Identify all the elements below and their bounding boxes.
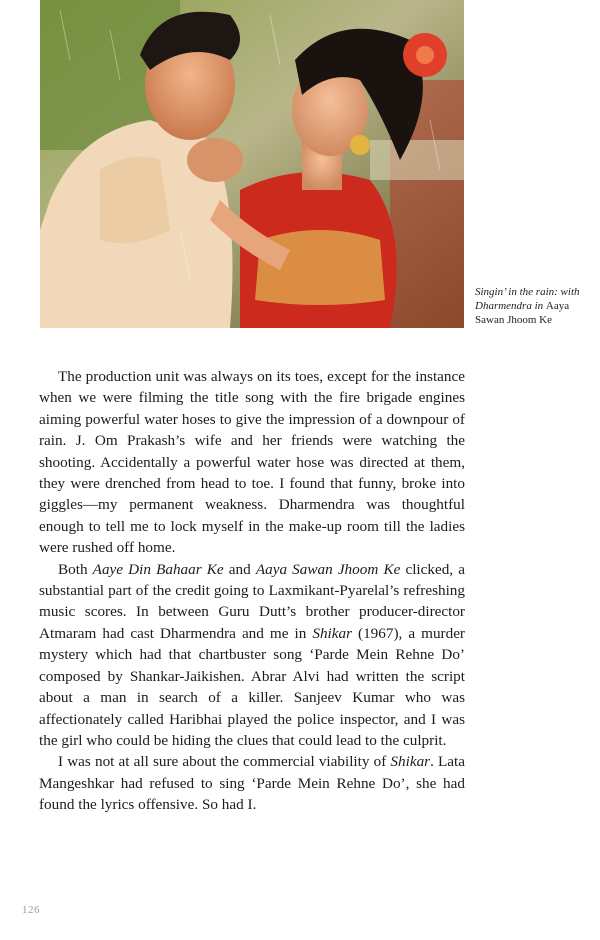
paragraph-1 [39,366,465,559]
film-still-illustration [40,0,464,328]
paragraph-3 [39,751,465,815]
paragraph-3-text-1: I was not at all sure about the commercial viability of [58,753,391,771]
film-still-photo [40,0,464,328]
body-text [39,366,465,816]
caption-italic-text: Singin’ in the rain: with Dharmendra in [475,286,580,312]
film-title-aaye-din-bahaar-ke: Aaye Din Bahaar Ke [92,560,224,578]
page-number: 126 [22,904,40,916]
film-title-aaya-sawan-jhoom-ke: Aaya Sawan Jhoom Ke [255,560,401,578]
film-title-shikar: Shikar [312,624,352,642]
paragraph-2-text-3: clicked, a substantial part of the credit going to Laxmikant-Pyarelal’s refreshing music scores. In between Guru Dutt’s brother producer-director Atmaram had cast Dharmendra and me in [39,560,465,642]
paragraph-1-text: The production unit was always on its toes, except for the instance when we were filming the title song with the fire brigade engines aiming powerful water hoses to give the impression of a downpour of rain. J. Om Prakash’s wife and her friends were watching the shooting. Accidentally a powerful water hose was directed at them, they were drenched from head to toe. I found that funny, broke into giggles—my permanent weakness. Dharmendra was thoughtful enough to tell me to lock myself in the make-up room till the ladies were rushed off home. [39,368,465,557]
film-title-shikar-2: Shikar [390,753,431,771]
paragraph-2-text-1: Both [58,560,93,578]
paragraph-2-text-4: (1967), a murder mystery which had that chartbuster song ‘Parde Mein Rehne Do’ composed by Shankar-Jaikishen. Abrar Alvi had written the script about a man in search of a killer. Sanjeev Kumar who was affectionately called Haribhai played the police inspector, and I was the girl who could be hiding the clues that could lead to the culprit. [39,624,465,749]
paragraph-2-text-2: and [223,560,256,578]
photo-caption [475,285,595,327]
caption-film-title: Aaya Sawan Jhoom Ke [475,300,570,326]
paragraph-3-text-2: . Lata Mangeshkar had refused to sing ‘Parde Mein Rehne Do’, she had found the lyrics offensive. So had I. [39,753,466,814]
paragraph-2 [39,559,465,752]
